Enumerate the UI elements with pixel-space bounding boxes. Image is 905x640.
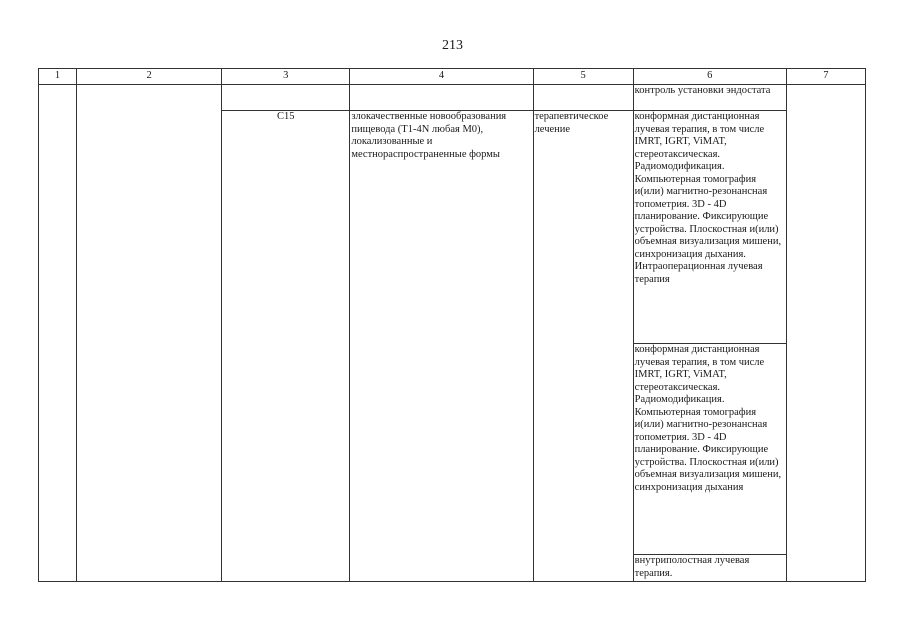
column-header-1: 1 [39, 69, 77, 85]
cell-method-1: конформная дистанционная лучевая терапия, в том числе IMRT, IGRT, ViMAT, стереотаксическая. Радиомодификация. Компьютерная томография и(или) магнитно-резонансная топометрия. 3D - 4D планирование. Фиксирующие устройства. Плоскостная и(или) объемная визуализация мишени, синхронизация дыхания. Интраоперационная лучевая терапия [633, 111, 786, 344]
services-table [38, 68, 866, 582]
column-header-3: 3 [222, 69, 350, 85]
cell-code: C15 [222, 111, 350, 582]
cell-col7 [786, 85, 865, 582]
cell-diagnosis: злокачественные новообразования пищевода (T1-4N любая M0), локализованные и местнораспространенные формы [350, 111, 533, 582]
cell-col3-continuation [222, 85, 350, 111]
page-number: 213 [442, 38, 463, 53]
cell-treatment-type: терапевтическое лечение [533, 111, 633, 582]
table-header-row [39, 69, 866, 85]
column-header-2: 2 [77, 69, 222, 85]
cell-col5-continuation [533, 85, 633, 111]
cell-col6-continuation: контроль установки эндостата [633, 85, 786, 111]
column-header-5: 5 [533, 69, 633, 85]
cell-col1 [39, 85, 77, 582]
cell-method-3: внутриполостная лучевая терапия. [633, 555, 786, 582]
column-header-4: 4 [350, 69, 533, 85]
cell-col4-continuation [350, 85, 533, 111]
column-header-6: 6 [633, 69, 786, 85]
table-row-continuation [39, 85, 866, 111]
cell-method-2: конформная дистанционная лучевая терапия, в том числе IMRT, IGRT, ViMAT, стереотаксическая. Радиомодификация. Компьютерная томография и(или) магнитно-резонансная топометрия. 3D - 4D планирование. Фиксирующие устройства. Плоскостная и(или) объемная визуализация мишени, синхронизация дыхания [633, 344, 786, 555]
cell-col2 [77, 85, 222, 582]
column-header-7: 7 [786, 69, 865, 85]
